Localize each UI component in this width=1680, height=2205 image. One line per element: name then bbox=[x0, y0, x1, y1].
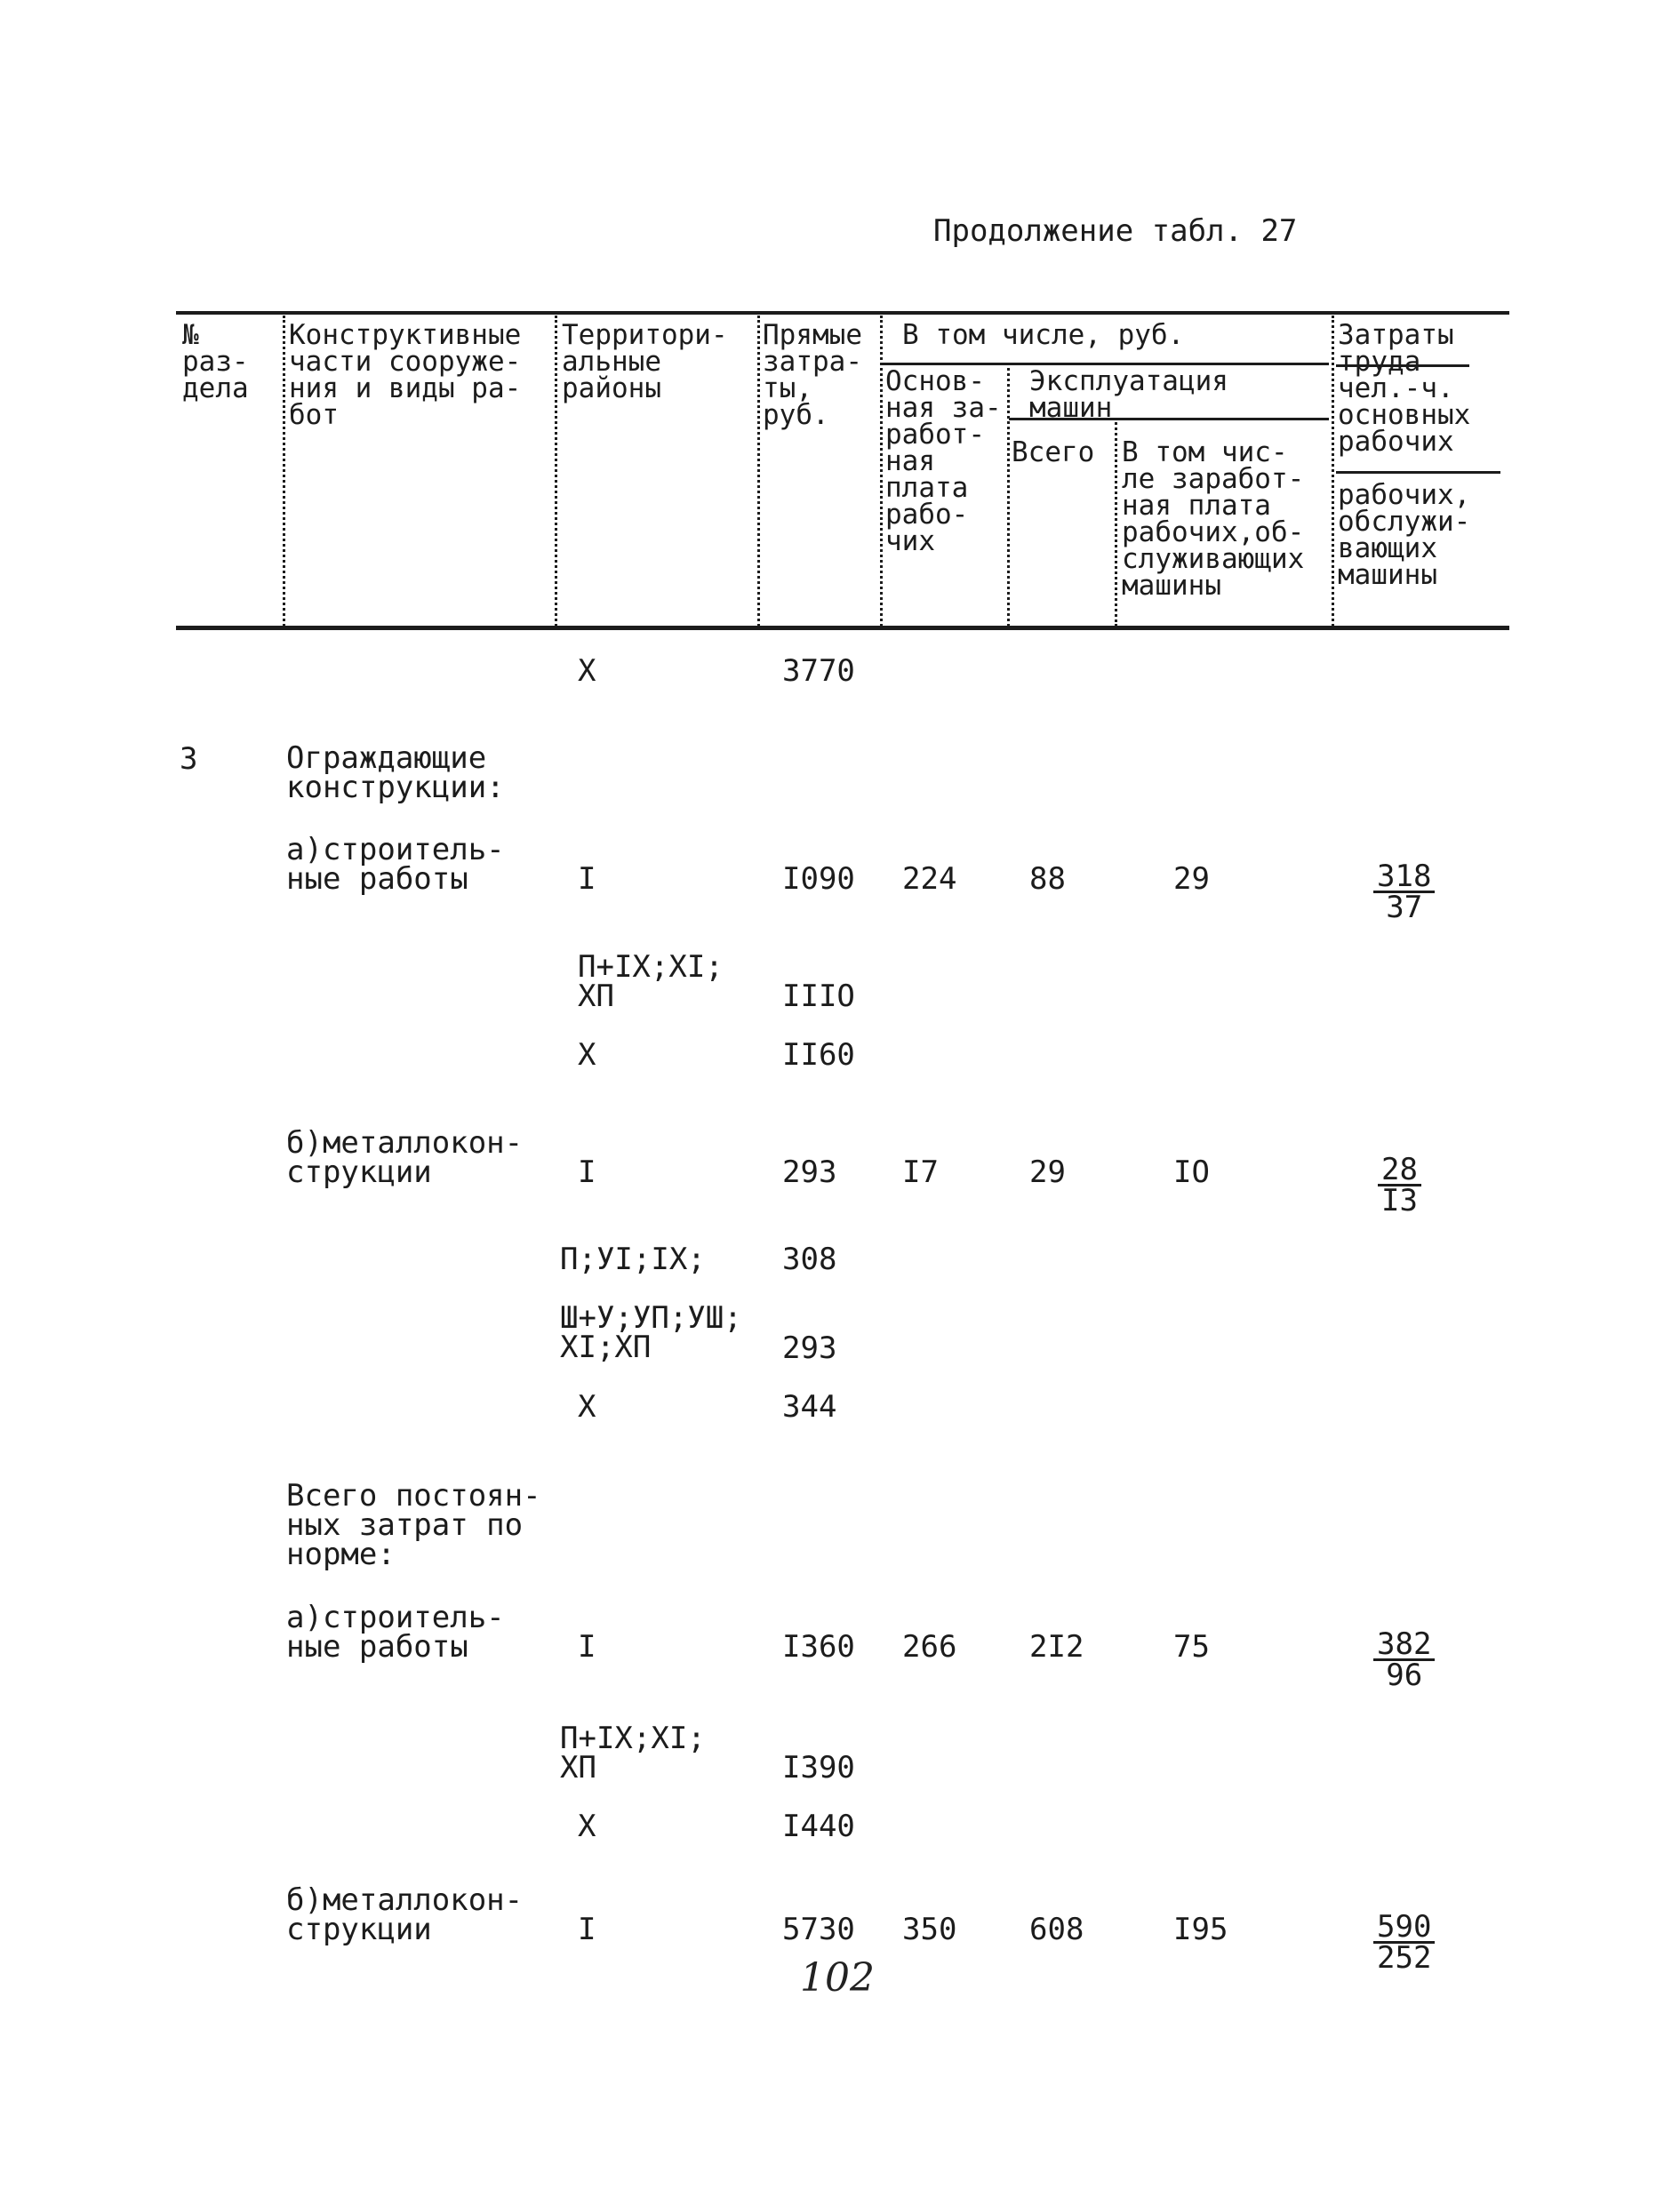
header-section-number: № раз- дела bbox=[182, 319, 249, 404]
labor-machine-workers: 37 bbox=[1386, 890, 1423, 925]
header-machine-operation: Эксплуатация машин bbox=[1029, 365, 1228, 424]
page-number: 102 bbox=[800, 1955, 875, 2001]
wages-cell: 266 bbox=[902, 1629, 957, 1665]
direct-cost-cell: I440 bbox=[782, 1809, 855, 1844]
labor-machine-workers: 252 bbox=[1377, 1940, 1432, 1976]
table-caption: Продолжение табл. 27 bbox=[933, 213, 1298, 249]
header-top-rule bbox=[176, 311, 1509, 315]
machine-wages-cell: I95 bbox=[1173, 1912, 1228, 1947]
wages-cell: 350 bbox=[902, 1912, 957, 1947]
region-cell: I bbox=[578, 861, 596, 897]
labor-machine-workers: 96 bbox=[1386, 1658, 1423, 1693]
machine-wages-cell: 29 bbox=[1173, 861, 1210, 897]
col-separator bbox=[1007, 363, 1010, 627]
wages-cell: 224 bbox=[902, 861, 957, 897]
machines-total-cell: 88 bbox=[1029, 861, 1066, 897]
direct-cost-cell: I360 bbox=[782, 1629, 855, 1665]
header-labor-costs: Затраты труда чел.-ч. основных рабочих bbox=[1338, 319, 1471, 458]
header-machines-total: Всего bbox=[1012, 436, 1095, 468]
labor-main-workers: 590 bbox=[1373, 1913, 1435, 1944]
region-cell: X bbox=[578, 653, 596, 689]
labor-fraction-rule bbox=[1336, 471, 1500, 474]
region-cell: П;УI;IX; bbox=[560, 1242, 706, 1277]
direct-cost-cell: I390 bbox=[782, 1750, 855, 1786]
header-including-group: В том числе, руб. bbox=[902, 319, 1185, 351]
row-label: а)строитель- ные работы bbox=[286, 832, 505, 897]
labor-fraction bbox=[1378, 1152, 1421, 1218]
direct-cost-cell: II60 bbox=[782, 1037, 855, 1073]
labor-main-workers: 318 bbox=[1373, 862, 1435, 893]
col-separator bbox=[757, 316, 760, 627]
direct-cost-cell: 3770 bbox=[782, 653, 855, 689]
header-bottom-rule bbox=[176, 626, 1509, 630]
direct-cost-cell: 344 bbox=[782, 1389, 837, 1425]
col-separator bbox=[555, 316, 557, 627]
region-cell: X bbox=[578, 1809, 596, 1844]
header-territorial-regions: Территори- альные районы bbox=[562, 319, 728, 404]
machines-total-cell: 2I2 bbox=[1029, 1629, 1084, 1665]
region-cell: Ш+У;УП;УШ; XI;XП bbox=[560, 1300, 742, 1365]
region-cell: X bbox=[578, 1389, 596, 1425]
col-separator bbox=[283, 316, 285, 627]
section-number: 3 bbox=[180, 741, 198, 777]
row-label: б)металлокон- струкции bbox=[286, 1125, 524, 1190]
labor-main-workers: 28 bbox=[1378, 1155, 1421, 1186]
header-machine-wages: В том чис- ле заработ- ная плата рабочих,об- служивающих машины bbox=[1122, 436, 1305, 602]
machine-wages-cell: 75 bbox=[1173, 1629, 1210, 1665]
machines-total-cell: 608 bbox=[1029, 1912, 1084, 1947]
direct-cost-cell: 308 bbox=[782, 1242, 837, 1277]
direct-cost-cell: 293 bbox=[782, 1154, 837, 1190]
region-cell: П+IX;XI; XП bbox=[560, 1721, 706, 1786]
machines-total-cell: 29 bbox=[1029, 1154, 1066, 1190]
col-separator bbox=[1332, 316, 1334, 627]
header-direct-costs: Прямые затра- ты, руб. bbox=[763, 319, 862, 431]
labor-machine-workers: I3 bbox=[1381, 1183, 1418, 1218]
labor-main-workers: 382 bbox=[1373, 1630, 1435, 1661]
direct-cost-cell: I090 bbox=[782, 861, 855, 897]
wages-cell: I7 bbox=[902, 1154, 939, 1190]
header-structural-parts: Конструктивные части сооруже- ния и виды ра- бот bbox=[289, 319, 522, 431]
header-labor-machine-workers: рабочих, обслужи- вающих машины bbox=[1338, 479, 1471, 591]
labor-fraction bbox=[1373, 1909, 1435, 1976]
direct-cost-cell: IIIO bbox=[782, 979, 855, 1014]
region-cell: I bbox=[578, 1154, 596, 1190]
col-separator bbox=[1115, 418, 1117, 627]
region-cell: I bbox=[578, 1629, 596, 1665]
row-label: б)металлокон- струкции bbox=[286, 1882, 524, 1947]
direct-cost-cell: 5730 bbox=[782, 1912, 855, 1947]
region-cell: X bbox=[578, 1037, 596, 1073]
row-label: а)строитель- ные работы bbox=[286, 1600, 505, 1665]
col-separator bbox=[880, 316, 883, 627]
labor-fraction bbox=[1373, 859, 1435, 925]
total-section-title: Всего постоян- ных затрат по норме: bbox=[286, 1478, 541, 1572]
region-cell: П+IX;XI; XП bbox=[578, 949, 724, 1014]
labor-fraction bbox=[1373, 1626, 1435, 1693]
machine-wages-cell: IO bbox=[1173, 1154, 1210, 1190]
region-cell: I bbox=[578, 1912, 596, 1947]
section-title: Ограждающие конструкции: bbox=[286, 740, 505, 805]
header-base-wages: Основ- ная за- работ- ная плата рабо- чих bbox=[885, 365, 1002, 557]
direct-cost-cell: 293 bbox=[782, 1330, 837, 1366]
